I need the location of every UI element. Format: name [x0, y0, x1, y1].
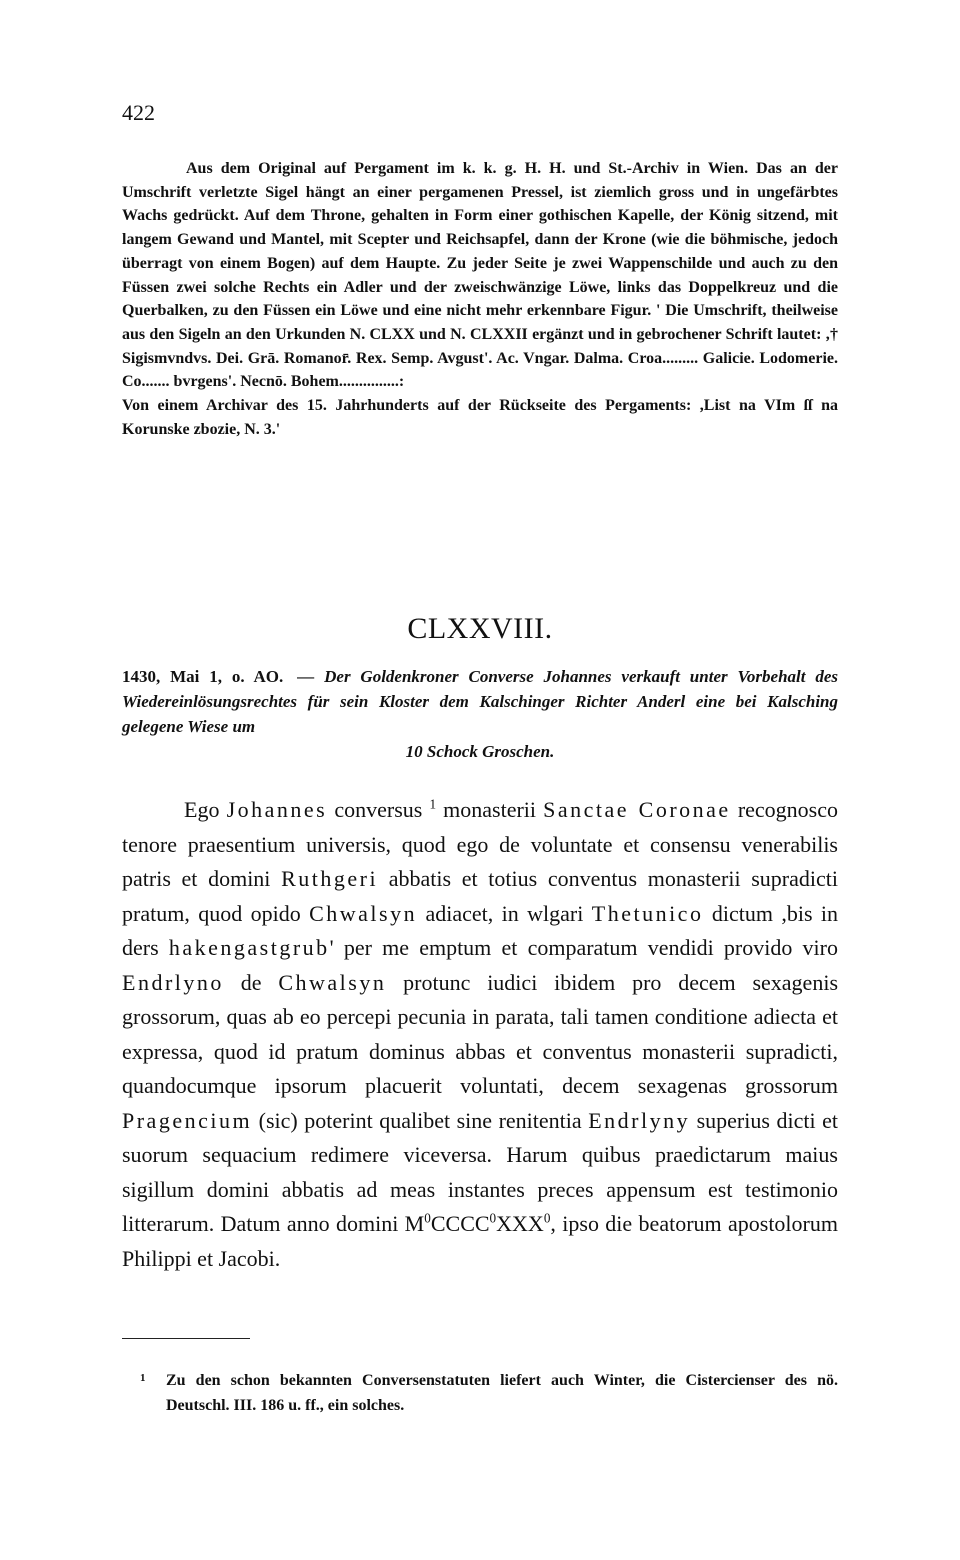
document-summary: — Der Goldenkroner Converse Johannes verkauft unter Vorbehalt des Wiedereinlösungsrechtes für sein Kloster dem Kalschinger Richter Anderl eine bei Kalsching gelegene Wiese um — [122, 667, 838, 736]
name-sanctae-coronae: Sanctae Coronae — [543, 797, 731, 822]
charter-paragraph — [122, 793, 838, 1276]
source-notes — [122, 157, 838, 441]
source-note-paragraph: Aus dem Original auf Pergament im k. k. g. H. H. und St.-Archiv in Wien. Das an der Umschrift verletzte Sigel hängt an einer pergamenen Pressel, ist ziemlich gross und in ungefärbtes Wachs gedrückt. Auf dem Throne, gehalten in Form einer gothischen Kapelle, der König sitzend, mit langem Gewand und Mantel, mit Scepter und Reichsapfel, dann der Krone (wie die böhmische, jedoch überragt von einem Bogen) auf dem Haupte. Zu jeder Seite je zwei Wappenschilde und auch zu den Füssen zwei solche Rechts ein Adler und der zweischwänzige Löwe, links das Doppelkreuz und die Querbalken, zu den Füssen ein Löwe und eine nicht mehr erkennbare Figur. ' Die Umschrift, theilweise aus den Sigeln an den Urkunden N. CLXX und N. CLXXII ergänzt und in gebrochener Schrift lautet: ,† Sigismvndvs. Dei. Grā. Romanor̄. Rex. Semp. Avgust'. Ac. Vngar. Dalma. Croa......... Galicie. Lodomerie. Co....... bvrgens'. Necnō. Bohem...............: — [122, 160, 838, 391]
text-run: ' per me emptum et comparatum vendidi provido viro — [329, 935, 839, 960]
name-ruthgeri: Ruthgeri — [281, 866, 379, 891]
text-run: , ipso die beatorum apostolorum Philippi et Jacobi. — [122, 1211, 838, 1271]
name-pragencium: Pragencium — [122, 1107, 253, 1133]
document-summary-end: 10 Schock Groschen. — [405, 742, 555, 761]
name-endrlyny: Endrlyny — [588, 1107, 691, 1133]
text-run: conversus — [327, 797, 430, 822]
text-run: (sic) poterint qualibet sine renitentia — [252, 1107, 589, 1133]
text-run: monasterii — [436, 797, 544, 822]
document-date: 1430, Mai 1, o. AO. — [122, 667, 284, 686]
text-run: XXX — [496, 1211, 544, 1236]
text-run: protunc iudici ibidem pro decem sexagenis grossorum, quas ab eo percepi pecunia in parata, tali tamen conditione adiecta et expressa, quod id pratum dominus abbas et conventus monasterii supradicti, quandocumque ipsorum placuerit voluntati, decem sexagenas grossorum — [122, 969, 838, 1098]
text-run: dictum ,bis in ders — [122, 900, 838, 960]
text-run: CCCC — [430, 1211, 490, 1236]
regest — [122, 664, 838, 764]
footnote-reference[interactable]: 1 — [429, 796, 437, 812]
name-chwalsyn: Chwalsyn — [278, 969, 387, 995]
footnote-divider — [122, 1338, 250, 1339]
name-johannes: Johannes — [226, 797, 328, 822]
text-run: superius dicti et suorum sequacium redimere viceversa. Harum quibus praedictarum maius sigillum domini abbatis ad meas instantes preces appensum est testimonio litterarum. Datum anno domini M — [122, 1107, 838, 1236]
name-chwalsyn: Chwalsyn — [309, 900, 418, 926]
page-number: 422 — [122, 100, 155, 125]
footnote — [140, 1368, 838, 1418]
superscript: 0 — [543, 1210, 551, 1226]
name-thetunico: Thetunico — [591, 900, 704, 926]
name-hakengastgrub: hakengastgrub — [168, 935, 330, 960]
text-run: adiacet, in wlgari — [417, 900, 592, 926]
superscript: 0 — [424, 1210, 431, 1226]
text-run: de — [223, 969, 279, 995]
archivist-note-paragraph: Von einem Archivar des 15. Jahrhunderts auf der Rückseite des Pergaments: ,List na VIm ſſ na Korunske zbozie, N. 3.' — [122, 397, 838, 438]
footnote-mark: 1 — [140, 1372, 146, 1384]
footnote-text: Zu den schon bekannten Conversenstatuten liefert auch Winter, die Cistercienser des nö. Deutschl. III. 186 u. ff., ein solches. — [166, 1372, 838, 1414]
text-run: abbatis et totius conventus monasterii supradicti pratum, quod opido — [122, 866, 838, 926]
text-run: Ego — [184, 797, 227, 822]
document-number: CLXXVIII. — [407, 612, 553, 645]
text-run: recognosco tenore praesentium universis, quod ego de voluntate et consensu venerabilis patris et domini — [122, 797, 839, 891]
charter-text — [122, 793, 838, 1276]
superscript: 0 — [489, 1210, 497, 1226]
name-endrlyno: Endrlyno — [122, 969, 224, 995]
